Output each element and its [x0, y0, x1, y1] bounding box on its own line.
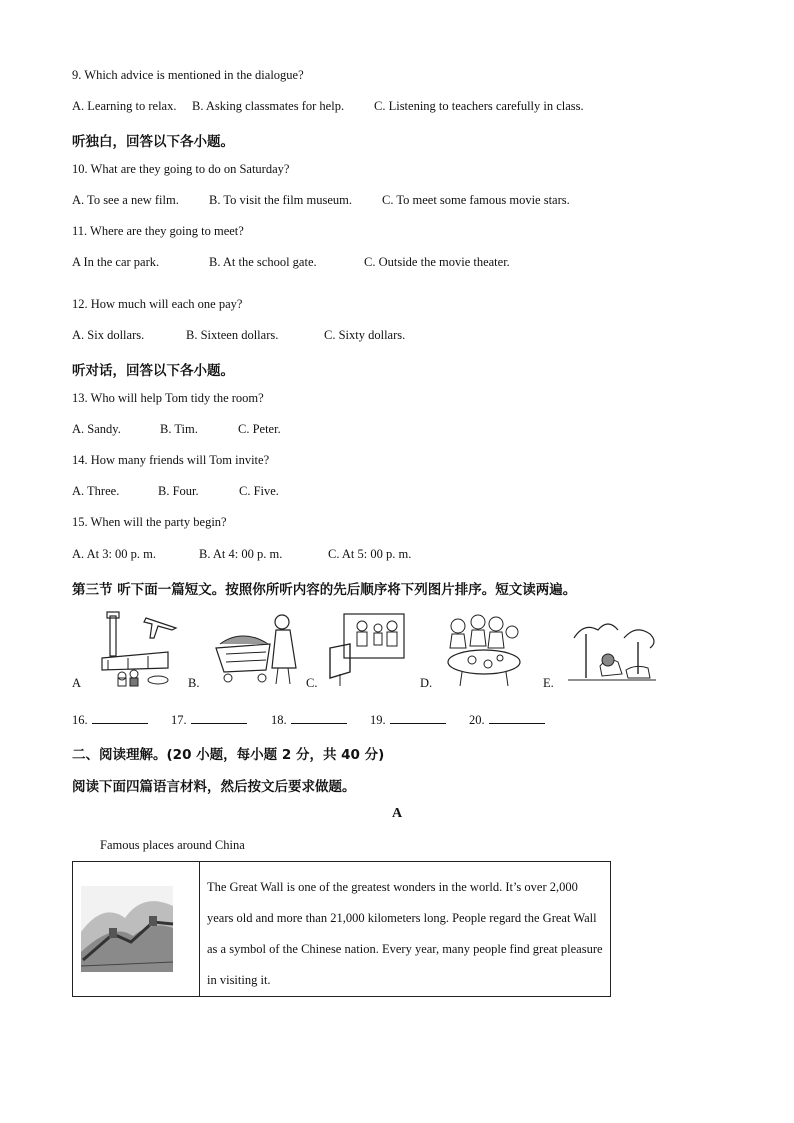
section-monologue-heading: 听独白，回答以下各小题。: [72, 134, 234, 150]
q13-option-c: C. Peter.: [238, 422, 281, 436]
picture-a-airport: [98, 608, 180, 688]
q12-option-a: A. Six dollars.: [72, 328, 145, 342]
great-wall-table: [72, 861, 611, 997]
q9-option-a: A. Learning to relax.: [72, 99, 177, 113]
picture-c-label: C.: [306, 676, 318, 690]
answer-blank-16[interactable]: [72, 713, 148, 728]
passage-a-label: A: [391, 806, 403, 821]
blank-number: 18.: [271, 713, 287, 727]
q12-question: 12. How much will each one pay?: [72, 297, 243, 311]
q9-option-c: C. Listening to teachers carefully in class.: [374, 99, 584, 113]
blank-line: [291, 713, 347, 724]
q11-option-a: A In the car park.: [72, 255, 160, 269]
q15-option-a: A. At 3: 00 p. m.: [72, 547, 157, 561]
q13-option-a: A. Sandy.: [72, 422, 121, 436]
blank-number: 19.: [370, 713, 386, 727]
blank-line: [390, 713, 446, 724]
q13-option-b: B. Tim.: [160, 422, 198, 436]
blank-line: [191, 713, 247, 724]
q13-question: 13. Who will help Tom tidy the room?: [72, 391, 264, 405]
great-wall-image: [73, 862, 200, 996]
picture-a-label: A: [72, 676, 82, 690]
q14-option-a: A. Three.: [72, 484, 120, 498]
picture-d-label: D.: [420, 676, 433, 690]
q10-option-c: C. To meet some famous movie stars.: [382, 193, 570, 207]
q11-option-b: B. At the school gate.: [209, 255, 317, 269]
picture-d-dinner: [438, 608, 524, 688]
great-wall-description: The Great Wall is one of the greatest wonders in the world. It’s over 2,000 years old and more than 21,000 kilometers long. People regard the Great Wall as a symbol of the Chinese nation. Every year, many people find great pleasure in visiting it.: [207, 880, 603, 987]
part2-instruction: 阅读下面四篇语言材料，然后按文后要求做题。: [72, 779, 356, 795]
q12-option-c: C. Sixty dollars.: [324, 328, 406, 342]
q11-question: 11. Where are they going to meet?: [72, 224, 244, 238]
picture-b-label: B.: [188, 676, 200, 690]
blank-line: [92, 713, 148, 724]
q11-option-c: C. Outside the movie theater.: [364, 255, 510, 269]
q14-question: 14. How many friends will Tom invite?: [72, 453, 270, 467]
section-dialogue-heading: 听对话，回答以下各小题。: [72, 363, 234, 379]
q10-question: 10. What are they going to do on Saturday?: [72, 162, 290, 176]
picture-b-shopping: [206, 608, 302, 688]
q15-option-c: C. At 5: 00 p. m.: [328, 547, 412, 561]
picture-e-zoo: [564, 608, 660, 688]
answer-blank-17[interactable]: [171, 713, 247, 728]
blank-line: [489, 713, 545, 724]
q10-option-b: B. To visit the film museum.: [209, 193, 352, 207]
q9-option-b: B. Asking classmates for help.: [192, 99, 345, 113]
q14-option-b: B. Four.: [158, 484, 199, 498]
blank-number: 17.: [171, 713, 187, 727]
q12-option-b: B. Sixteen dollars.: [186, 328, 279, 342]
answer-blank-18[interactable]: [271, 713, 347, 728]
picture-c-family: [326, 608, 408, 688]
q9-question: 9. Which advice is mentioned in the dialogue?: [72, 68, 304, 82]
blank-number: 16.: [72, 713, 88, 727]
answer-blank-19[interactable]: [370, 713, 446, 728]
q15-option-b: B. At 4: 00 p. m.: [199, 547, 283, 561]
answer-blank-20[interactable]: [469, 713, 545, 728]
q15-question: 15. When will the party begin?: [72, 515, 227, 529]
part2-title: 二、阅读理解。(20 小题，每小题 2 分，共 40 分): [72, 747, 385, 763]
blank-number: 20.: [469, 713, 485, 727]
picture-e-label: E.: [543, 676, 554, 690]
famous-places-caption: Famous places around China: [100, 838, 245, 852]
q14-option-c: C. Five.: [239, 484, 279, 498]
section3-heading: 第三节 听下面一篇短文。按照你所听内容的先后顺序将下列图片排序。短文读两遍。: [72, 582, 577, 598]
q10-option-a: A. To see a new film.: [72, 193, 179, 207]
